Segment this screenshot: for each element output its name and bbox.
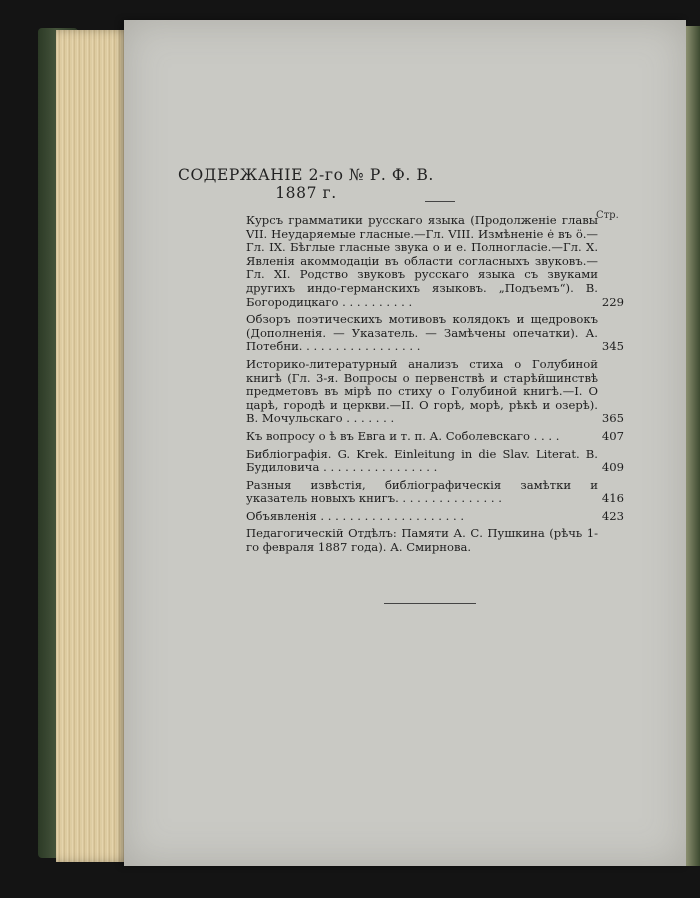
toc-entry-text: Библіографія. G. Krek. Einleitung in die Slav. Literat. В. Будиловича . . . . . . . . . . . . . . . .: [246, 446, 598, 475]
toc-entry-page: 365: [601, 411, 624, 426]
toc-entry: [246, 430, 624, 444]
toc-entry-page: 416: [601, 491, 624, 506]
closing-rule: [384, 603, 476, 604]
toc-entry-text: Педагогическій Отдѣлъ: Памяти А. С. Пушкина (рѣчь 1-го февраля 1887 года). А. Смирнова.: [246, 526, 598, 555]
title-rule: [425, 201, 455, 202]
toc-entry: [246, 448, 624, 475]
table-of-contents: [246, 214, 624, 559]
toc-entry-text: Разныя извѣстія, библіографическія замѣтки и указатель новыхъ книгъ. . . . . . . . . . . . . . .: [246, 477, 598, 506]
toc-entry-text: Курсъ грамматики русскаго языка (Продолженіе главы VII. Неударяемые гласные.—Гл. VIII. Измѣненіе ė въ ö.—Гл. IX. Бѣглые гласные звука о и е. Полногласіе.—Гл. X. Явленія акоммодаціи въ области согласныхъ звуковъ.—Гл. XI. Родство звуковъ русскаго языка съ звуками другихъ индо-германскихъ языковъ. „Подъемъ“). В. Богородицкаго . . . . . . . . . .: [246, 213, 598, 309]
page-title: СОДЕРЖАНІЕ 2-го № Р. Ф. В. 1887 г.: [178, 166, 434, 202]
toc-entry: [246, 510, 624, 524]
toc-entry: [246, 214, 624, 309]
toc-entry-page: 407: [601, 428, 624, 443]
toc-entry: [246, 358, 624, 426]
toc-entry-page: 345: [601, 339, 624, 354]
toc-entry-text: Историко-литературный анализъ стиха о Голубиной книгѣ (Гл. 3-я. Вопросы о первенствѣ и старѣйшинствѣ предметовъ въ мірѣ по стиху о Голубиной книгѣ.—I. О царѣ, городѣ и церкви.—II. О горѣ, морѣ, рѣкѣ и озерѣ). В. Мочульскаго . . . . . . .: [246, 356, 598, 426]
toc-entry: [246, 527, 624, 554]
toc-entry-text: Къ вопросу о ѣ въ Евга и т. п. А. Соболевскаго . . . .: [246, 428, 560, 443]
cover-edge: [686, 26, 700, 866]
toc-entry: [246, 313, 624, 354]
page-column-label: Стр.: [596, 210, 619, 221]
toc-entry-page: 409: [601, 460, 624, 475]
toc-entry: [246, 479, 624, 506]
toc-entry-text: Объявленія . . . . . . . . . . . . . . . . . . . .: [246, 508, 465, 523]
toc-entry-page: 229: [601, 294, 624, 309]
toc-entry-text: Обзоръ поэтическихъ мотивовъ колядокъ и щедровокъ (Дополненія. — Указатель. — Замѣчены опечатки). А. Потебни. . . . . . . . . . . . . . . . .: [246, 312, 598, 354]
toc-entry-page: 423: [601, 508, 624, 523]
